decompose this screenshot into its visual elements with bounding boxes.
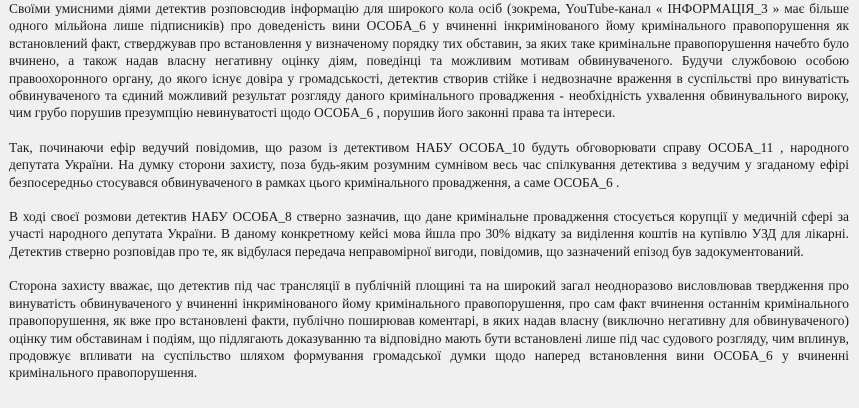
paragraph-1: Своїми умисними діями детектив розповсюдив інформацію для широкого кола осіб (зокрема, YouTube-канал « ІНФОРМАЦІЯ_3 » має більше одного мільйона лише підписників) про доведеність вини ОСОБА_6 у вчиненні інкримінованого йому кримінального правопорушення як встановлений факт, стверджував про встановлення у визначеному порядку тих обставин, за яких таке кримінальне правопорушення начебто було вчинено, а також надав власну негативну оцінку діям, поведінці та можливим мотивам обвинуваченого. Будучи службовою особою правоохоронного органу, до якого існує довіра у громадськості, детектив створив стійке і недвозначне враження в суспільстві про винуватість обвинуваченого та єдиний можливий результат розгляду даного кримінального провадження - необхідність ухвалення обвинувального вироку, чим грубо порушив презумпцію невинуватості щодо ОСОБА_6 , порушив його законні права та інтереси. <box>9 1 849 121</box>
paragraph-4: Сторона захисту вважає, що детектив під час трансляції в публічній площині та на широкий загал неодноразово висловлював твердження про винуватість обвинуваченого у вчиненні інкримінованого йому кримінального правопорушення, про сам факт вчинення останнім кримінального правопорушення, як вже про встановлені факти, публічно поширював коментарі, в яких надав власну (виключно негативну для обвинуваченого) оцінку тим обставинам і подіям, що підлягають доказуванню та відповідно мають бути встановлені лише під час судового розгляду, чим вплинув, продовжує впливати на суспільство шляхом формування громадської думки щодо наперед встановлення вини ОСОБА_6 у вчиненні кримінального правопорушення. <box>9 278 849 381</box>
document-body <box>9 0 849 382</box>
paragraph-3: В ході своєї розмови детектив НАБУ ОСОБА_8 стверно зазначив, що дане кримінальне провадження стосується корупції у медичній сфері за участі народного депутата України. В даному конкретному кейсі мова йшла про 30% відкату за виділення коштів на купівлю УЗД для лікарні. Детектив стверно розповідав про те, як відбулася передача неправомірної вигоди, повідомив, що зазначений епізод був задокументований. <box>9 209 849 259</box>
paragraph-2: Так, починаючи ефір ведучий повідомив, що разом із детективом НАБУ ОСОБА_10 будуть обговорювати справу ОСОБА_11 , народного депутата України. На думку сторони захисту, поза будь-яким розумним сумнівом весь час спілкування детектива з ведучим у згаданому ефірі безпосередньо стосувався обвинуваченого в рамках цього кримінального провадження, а саме ОСОБА_6 . <box>9 139 849 190</box>
